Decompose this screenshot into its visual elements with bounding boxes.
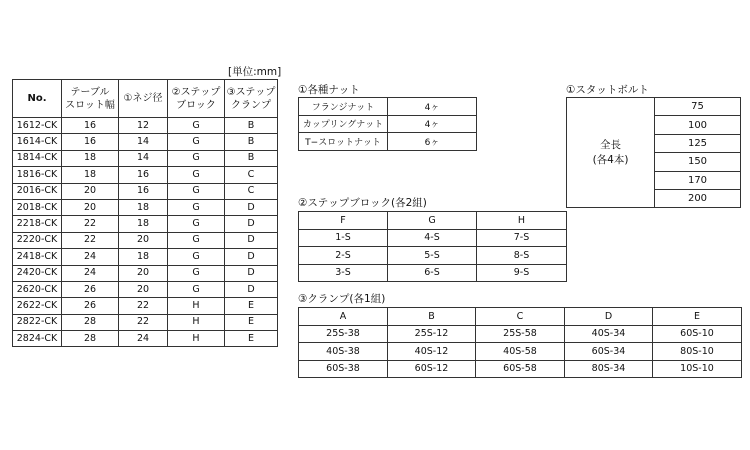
main-spec-table bbox=[12, 79, 278, 347]
stud-label-line: 全長 bbox=[600, 138, 621, 151]
clamp-title: ③クランプ(各1組) bbox=[298, 293, 386, 305]
step-block-cell: 1-S bbox=[299, 229, 388, 247]
step-block-cell: 9-S bbox=[477, 264, 567, 282]
step-block-cell: 6-S bbox=[388, 264, 477, 282]
clamp-header-cell: A bbox=[299, 308, 388, 326]
clamp-header-cell: B bbox=[388, 308, 476, 326]
model-no-cell: 2016-CK bbox=[13, 183, 62, 199]
clamp-table bbox=[298, 307, 742, 378]
thread-diameter-cell: 20 bbox=[119, 281, 168, 297]
step-block-header-cell: H bbox=[477, 212, 567, 230]
nut-name-cell: T−スロットナット bbox=[299, 133, 388, 151]
step-clamp-cell: D bbox=[225, 281, 278, 297]
clamp-row bbox=[299, 360, 742, 378]
clamp-row bbox=[299, 325, 742, 343]
nut-qty-cell: 4ヶ bbox=[388, 98, 477, 116]
table-row bbox=[13, 232, 278, 248]
slot-width-cell: 26 bbox=[62, 298, 119, 314]
step-block-header-row bbox=[299, 212, 567, 230]
clamp-cell: 60S-34 bbox=[565, 343, 653, 361]
step-block-header-cell: F bbox=[299, 212, 388, 230]
step-block-cell: G bbox=[168, 199, 225, 215]
clamp-cell: 25S-38 bbox=[299, 325, 388, 343]
thread-diameter-cell: 18 bbox=[119, 249, 168, 265]
stud-length-cell: 150 bbox=[655, 153, 741, 171]
slot-width-cell: 16 bbox=[62, 118, 119, 134]
unit-label: [単位:mm] bbox=[228, 66, 282, 78]
step-block-cell: G bbox=[168, 232, 225, 248]
step-block-row bbox=[299, 247, 567, 265]
table-row bbox=[13, 265, 278, 281]
header-thread-diameter: ①ネジ径 bbox=[119, 80, 168, 118]
stud-length-cell: 200 bbox=[655, 189, 741, 207]
thread-diameter-cell: 14 bbox=[119, 134, 168, 150]
thread-diameter-cell: 12 bbox=[119, 118, 168, 134]
slot-width-cell: 22 bbox=[62, 232, 119, 248]
thread-diameter-cell: 16 bbox=[119, 167, 168, 183]
nut-row bbox=[299, 133, 477, 151]
clamp-header-cell: D bbox=[565, 308, 653, 326]
model-no-cell: 1612-CK bbox=[13, 118, 62, 134]
model-no-cell: 2418-CK bbox=[13, 249, 62, 265]
step-clamp-cell: D bbox=[225, 249, 278, 265]
clamp-cell: 80S-34 bbox=[565, 360, 653, 378]
step-clamp-cell: B bbox=[225, 134, 278, 150]
header-slot-width: テーブル スロット幅 bbox=[62, 80, 119, 118]
clamp-header-cell: C bbox=[476, 308, 565, 326]
clamp-cell: 40S-58 bbox=[476, 343, 565, 361]
clamp-header-cell: E bbox=[653, 308, 742, 326]
thread-diameter-cell: 16 bbox=[119, 183, 168, 199]
clamp-cell: 40S-12 bbox=[388, 343, 476, 361]
table-row bbox=[13, 314, 278, 330]
model-no-cell: 2824-CK bbox=[13, 331, 62, 347]
slot-width-cell: 24 bbox=[62, 265, 119, 281]
slot-width-cell: 22 bbox=[62, 216, 119, 232]
step-clamp-cell: D bbox=[225, 232, 278, 248]
slot-width-cell: 24 bbox=[62, 249, 119, 265]
nut-name-cell: フランジナット bbox=[299, 98, 388, 116]
slot-width-cell: 16 bbox=[62, 134, 119, 150]
table-row bbox=[13, 150, 278, 166]
model-no-cell: 2822-CK bbox=[13, 314, 62, 330]
slot-width-cell: 20 bbox=[62, 199, 119, 215]
thread-diameter-cell: 20 bbox=[119, 232, 168, 248]
step-clamp-cell: D bbox=[225, 199, 278, 215]
clamp-row bbox=[299, 343, 742, 361]
step-block-cell: G bbox=[168, 265, 225, 281]
model-no-cell: 2622-CK bbox=[13, 298, 62, 314]
header-step-block: ②ステップ ブロック bbox=[168, 80, 225, 118]
step-clamp-cell: D bbox=[225, 216, 278, 232]
table-row bbox=[13, 167, 278, 183]
step-block-cell: G bbox=[168, 183, 225, 199]
step-clamp-cell: E bbox=[225, 314, 278, 330]
step-block-title: ②ステップブロック(各2組) bbox=[298, 197, 427, 209]
step-clamp-cell: E bbox=[225, 331, 278, 347]
model-no-cell: 2218-CK bbox=[13, 216, 62, 232]
model-no-cell: 2220-CK bbox=[13, 232, 62, 248]
step-block-cell: 4-S bbox=[388, 229, 477, 247]
thread-diameter-cell: 18 bbox=[119, 216, 168, 232]
step-clamp-cell: B bbox=[225, 150, 278, 166]
header-no: No. bbox=[13, 80, 62, 118]
clamp-cell: 40S-34 bbox=[565, 325, 653, 343]
nut-qty-cell: 4ヶ bbox=[388, 115, 477, 133]
clamp-cell: 60S-12 bbox=[388, 360, 476, 378]
step-block-cell: G bbox=[168, 167, 225, 183]
nut-name-cell: カップリングナット bbox=[299, 115, 388, 133]
thread-diameter-cell: 20 bbox=[119, 265, 168, 281]
step-block-header-cell: G bbox=[388, 212, 477, 230]
table-row bbox=[13, 281, 278, 297]
slot-width-cell: 26 bbox=[62, 281, 119, 297]
main-header-row bbox=[13, 80, 278, 118]
clamp-cell: 60S-10 bbox=[653, 325, 742, 343]
model-no-cell: 2620-CK bbox=[13, 281, 62, 297]
stud-length-label bbox=[567, 98, 655, 208]
table-row bbox=[13, 331, 278, 347]
header-step-clamp: ③ステップ クランプ bbox=[225, 80, 278, 118]
table-row bbox=[13, 183, 278, 199]
step-block-cell: 5-S bbox=[388, 247, 477, 265]
clamp-cell: 60S-38 bbox=[299, 360, 388, 378]
stud-bolt-table bbox=[566, 97, 741, 208]
table-row bbox=[13, 249, 278, 265]
step-block-cell: G bbox=[168, 150, 225, 166]
thread-diameter-cell: 14 bbox=[119, 150, 168, 166]
step-block-cell: 2-S bbox=[299, 247, 388, 265]
nut-row bbox=[299, 115, 477, 133]
step-block-cell: G bbox=[168, 134, 225, 150]
step-clamp-cell: C bbox=[225, 167, 278, 183]
stud-length-cell: 170 bbox=[655, 171, 741, 189]
stud-length-cell: 100 bbox=[655, 116, 741, 134]
step-block-table bbox=[298, 211, 567, 282]
step-block-cell: H bbox=[168, 298, 225, 314]
nuts-table bbox=[298, 97, 477, 151]
table-row bbox=[13, 216, 278, 232]
step-clamp-cell: C bbox=[225, 183, 278, 199]
step-block-row bbox=[299, 229, 567, 247]
step-block-cell: 7-S bbox=[477, 229, 567, 247]
table-row bbox=[13, 134, 278, 150]
step-block-cell: G bbox=[168, 281, 225, 297]
table-row bbox=[13, 199, 278, 215]
clamp-header-row bbox=[299, 308, 742, 326]
step-block-cell: H bbox=[168, 314, 225, 330]
thread-diameter-cell: 22 bbox=[119, 314, 168, 330]
table-row bbox=[13, 298, 278, 314]
stud-label-line: (各4本) bbox=[592, 153, 629, 166]
clamp-cell: 25S-12 bbox=[388, 325, 476, 343]
nut-qty-cell: 6ヶ bbox=[388, 133, 477, 151]
stud-length-cell: 75 bbox=[655, 98, 741, 116]
clamp-cell: 10S-10 bbox=[653, 360, 742, 378]
stud-length-cell: 125 bbox=[655, 134, 741, 152]
slot-width-cell: 18 bbox=[62, 167, 119, 183]
step-block-cell: 3-S bbox=[299, 264, 388, 282]
nut-row bbox=[299, 98, 477, 116]
step-clamp-cell: D bbox=[225, 265, 278, 281]
step-block-cell: G bbox=[168, 249, 225, 265]
stud-bolt-title: ①スタットボルト bbox=[566, 84, 649, 96]
model-no-cell: 1816-CK bbox=[13, 167, 62, 183]
thread-diameter-cell: 22 bbox=[119, 298, 168, 314]
step-block-cell: H bbox=[168, 331, 225, 347]
nuts-title: ①各種ナット bbox=[298, 84, 360, 96]
clamp-cell: 25S-58 bbox=[476, 325, 565, 343]
stud-row bbox=[567, 98, 741, 116]
slot-width-cell: 28 bbox=[62, 314, 119, 330]
step-block-cell: G bbox=[168, 216, 225, 232]
slot-width-cell: 20 bbox=[62, 183, 119, 199]
step-block-cell: G bbox=[168, 118, 225, 134]
model-no-cell: 1814-CK bbox=[13, 150, 62, 166]
clamp-cell: 40S-38 bbox=[299, 343, 388, 361]
model-no-cell: 2018-CK bbox=[13, 199, 62, 215]
model-no-cell: 1614-CK bbox=[13, 134, 62, 150]
step-clamp-cell: B bbox=[225, 118, 278, 134]
clamp-cell: 60S-58 bbox=[476, 360, 565, 378]
slot-width-cell: 18 bbox=[62, 150, 119, 166]
thread-diameter-cell: 18 bbox=[119, 199, 168, 215]
step-clamp-cell: E bbox=[225, 298, 278, 314]
thread-diameter-cell: 24 bbox=[119, 331, 168, 347]
table-row bbox=[13, 118, 278, 134]
step-block-cell: 8-S bbox=[477, 247, 567, 265]
step-block-row bbox=[299, 264, 567, 282]
slot-width-cell: 28 bbox=[62, 331, 119, 347]
model-no-cell: 2420-CK bbox=[13, 265, 62, 281]
clamp-cell: 80S-10 bbox=[653, 343, 742, 361]
